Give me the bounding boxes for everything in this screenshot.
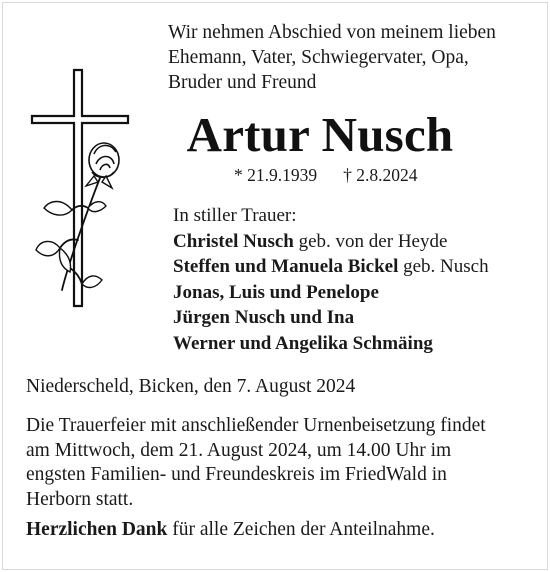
- life-dates: [234, 164, 418, 186]
- mourners-heading: In stiller Trauer:: [173, 205, 297, 226]
- ceremony-line: Die Trauerfeier mit anschließender Urnenbeisetzung findet: [26, 415, 486, 436]
- mourner-name: Jürgen Nusch und Ina: [173, 307, 355, 328]
- death-date: † 2.8.2024: [343, 165, 418, 185]
- intro-line: Bruder und Freund: [168, 72, 317, 93]
- thanks-bold: Herzlichen Dank: [26, 519, 168, 540]
- mourner-name: Jonas, Luis und Penelope: [173, 281, 379, 303]
- mourner-line: [173, 305, 543, 331]
- mourner-line: [173, 280, 543, 306]
- mourner-line: [173, 229, 543, 255]
- thanks-rest: für alle Zeichen der Anteilnahme.: [167, 519, 435, 540]
- mourner-note: geb. Nusch: [398, 256, 489, 277]
- mourners-list: [173, 203, 543, 356]
- place-and-date: Niederscheld, Bicken, den 7. August 2024: [26, 376, 356, 397]
- mourner-line: [173, 254, 543, 280]
- birth-date: * 21.9.1939: [234, 165, 318, 185]
- mourner-name: Christel Nusch: [173, 230, 294, 252]
- intro-text: [168, 20, 538, 95]
- mourner-name: Werner und Angelika Schmäing: [173, 332, 433, 354]
- intro-line: Wir nehmen Abschied von meinem lieben: [168, 22, 496, 43]
- mourner-name: Steffen und Manuela Bickel: [173, 256, 399, 277]
- deceased-name: Artur Nusch: [186, 107, 454, 162]
- ceremony-line: am Mittwoch, dem 21. August 2024, um 14.00 Uhr im: [26, 439, 452, 461]
- mourner-note: geb. von der Heyde: [293, 230, 448, 252]
- ceremony-text: [26, 414, 536, 512]
- ceremony-line: engsten Familien- und Freundeskreis im FriedWald in: [26, 464, 447, 485]
- ceremony-line: Herborn statt.: [26, 488, 134, 510]
- intro-line: Ehemann, Vater, Schwiegervater, Opa,: [168, 47, 469, 68]
- mourner-line: [173, 331, 543, 357]
- thanks-text: [26, 518, 435, 542]
